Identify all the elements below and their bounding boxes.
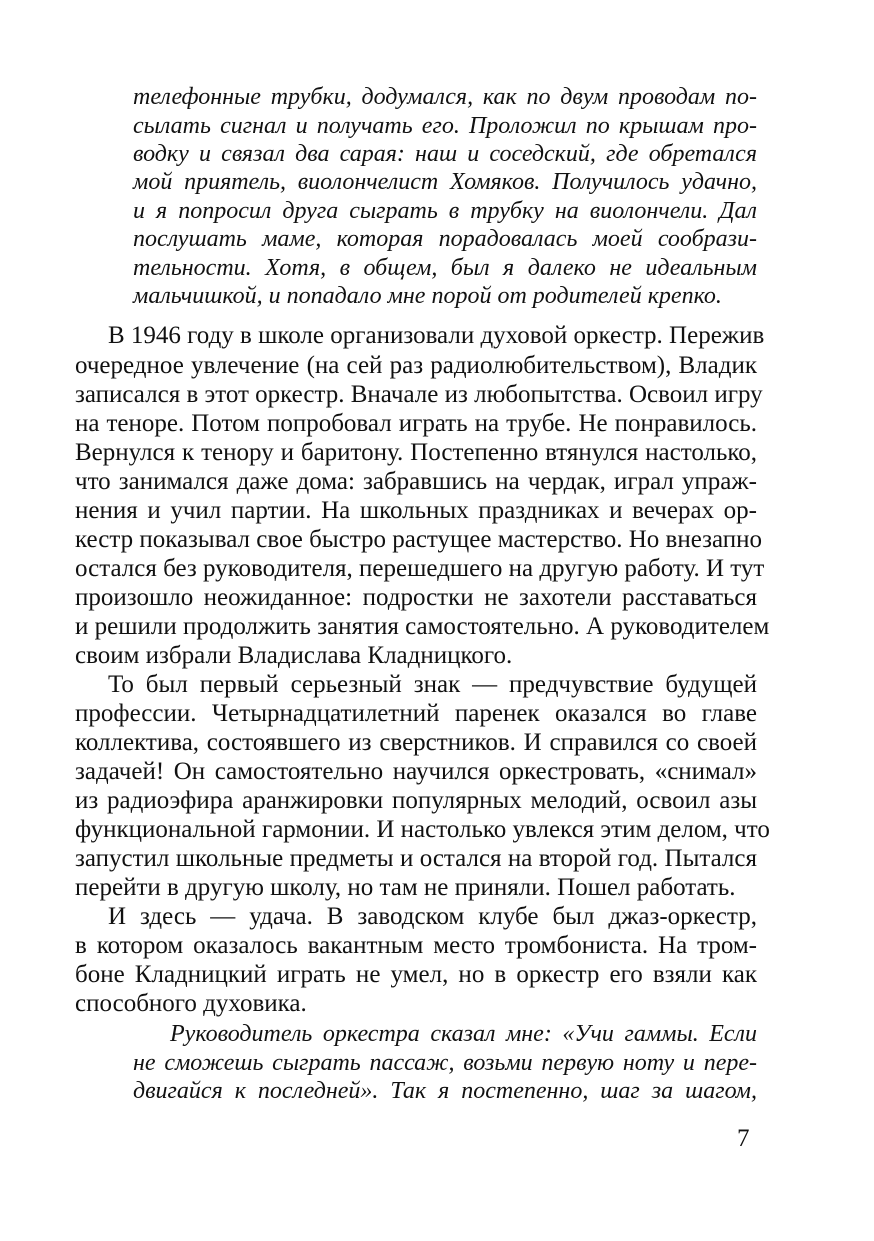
paragraph-line: остался без руководителя, перешедшего на другую работу. И тут	[75, 555, 765, 582]
quote-line: и я попросил друга сыграть в трубку на виолончели. Дал	[133, 198, 757, 224]
quote-line: сылать сигнал и получать его. Проложил по крышам про-	[133, 113, 757, 139]
paragraph-line: боне Кладницкий играть не умел, но в оркестр его взяли как	[75, 961, 757, 988]
paragraph-line: записался в этот оркестр. Вначале из любопытства. Освоил игру	[75, 381, 763, 408]
paragraph-line: и решили продолжить занятия самостоятельно. А руководителем	[75, 613, 770, 640]
paragraph-line: коллектива, состоявшего из сверстников. И справился со своей	[75, 729, 757, 756]
quote-line: телефонные трубки, додумался, как по двум проводам по-	[133, 84, 757, 110]
quote-line: двигайся к последней». Так я постепенно, шаг за шагом,	[133, 1078, 757, 1104]
paragraph-line: на теноре. Потом попробовал играть на трубе. Не понравилось.	[75, 410, 757, 437]
page-number: 7	[737, 1125, 750, 1152]
quote-line: не сможешь сыграть пассаж, возьми первую ноту и пере-	[133, 1050, 757, 1076]
paragraph-line: профессии. Четырнадцатилетний паренек оказался во главе	[75, 700, 757, 727]
paragraph-line: очередное увлечение (на сей раз радиолюбительством), Владик	[75, 352, 757, 379]
paragraph-line: что занимался даже дома: забравшись на чердак, играл упраж-	[75, 468, 757, 495]
paragraph-line: задачей! Он самостоятельно научился оркестровать, «снимал»	[75, 758, 757, 785]
quote-line: мой приятель, виолончелист Хомяков. Получилось удачно,	[133, 169, 757, 195]
paragraph-line: нения и учил партии. На школьных праздниках и вечерах ор-	[75, 497, 757, 524]
paragraph-line: в котором оказалось вакантным место тромбониста. На тром-	[75, 932, 757, 959]
quote-line: тельности. Хотя, в общем, был я далеко не идеальным	[133, 255, 757, 281]
paragraph-line: То был первый серьезный знак — предчувствие будущей	[108, 671, 757, 698]
paragraph-line: кестр показывал свое быстро растущее мастерство. Но внезапно	[75, 526, 763, 553]
paragraph-line: перейти в другую школу, но там не приняли. Пошел работать.	[75, 874, 736, 901]
paragraph-line: способного духовика.	[75, 990, 307, 1017]
paragraph-line: из радиоэфира аранжировки популярных мелодий, освоил азы	[75, 787, 757, 814]
paragraph-line: И здесь — удача. В заводском клубе был джаз-оркестр,	[108, 903, 757, 930]
paragraph-line: своим избрали Владислава Кладницкого.	[75, 642, 513, 669]
quote-line: водку и связал два сарая: наш и соседский, где обретался	[133, 141, 757, 167]
quote-line: послушать маме, которая порадовалась моей сообрази-	[133, 226, 757, 252]
quote-line: Руководитель оркестра сказал мне: «Учи гаммы. Если	[170, 1021, 757, 1047]
paragraph-line: запустил школьные предметы и остался на второй год. Пытался	[75, 845, 757, 872]
quote-line: мальчишкой, и попадало мне порой от родителей крепко.	[133, 283, 722, 309]
paragraph-line: функциональной гармонии. И настолько увлекся этим делом, что	[75, 816, 770, 843]
paragraph-line: В 1946 году в школе организовали духовой оркестр. Пережив	[108, 322, 765, 349]
paragraph-line: Вернулся к тенору и баритону. Постепенно втянулся настолько,	[75, 439, 757, 466]
paragraph-line: произошло неожиданное: подростки не захотели расставаться	[75, 584, 757, 611]
